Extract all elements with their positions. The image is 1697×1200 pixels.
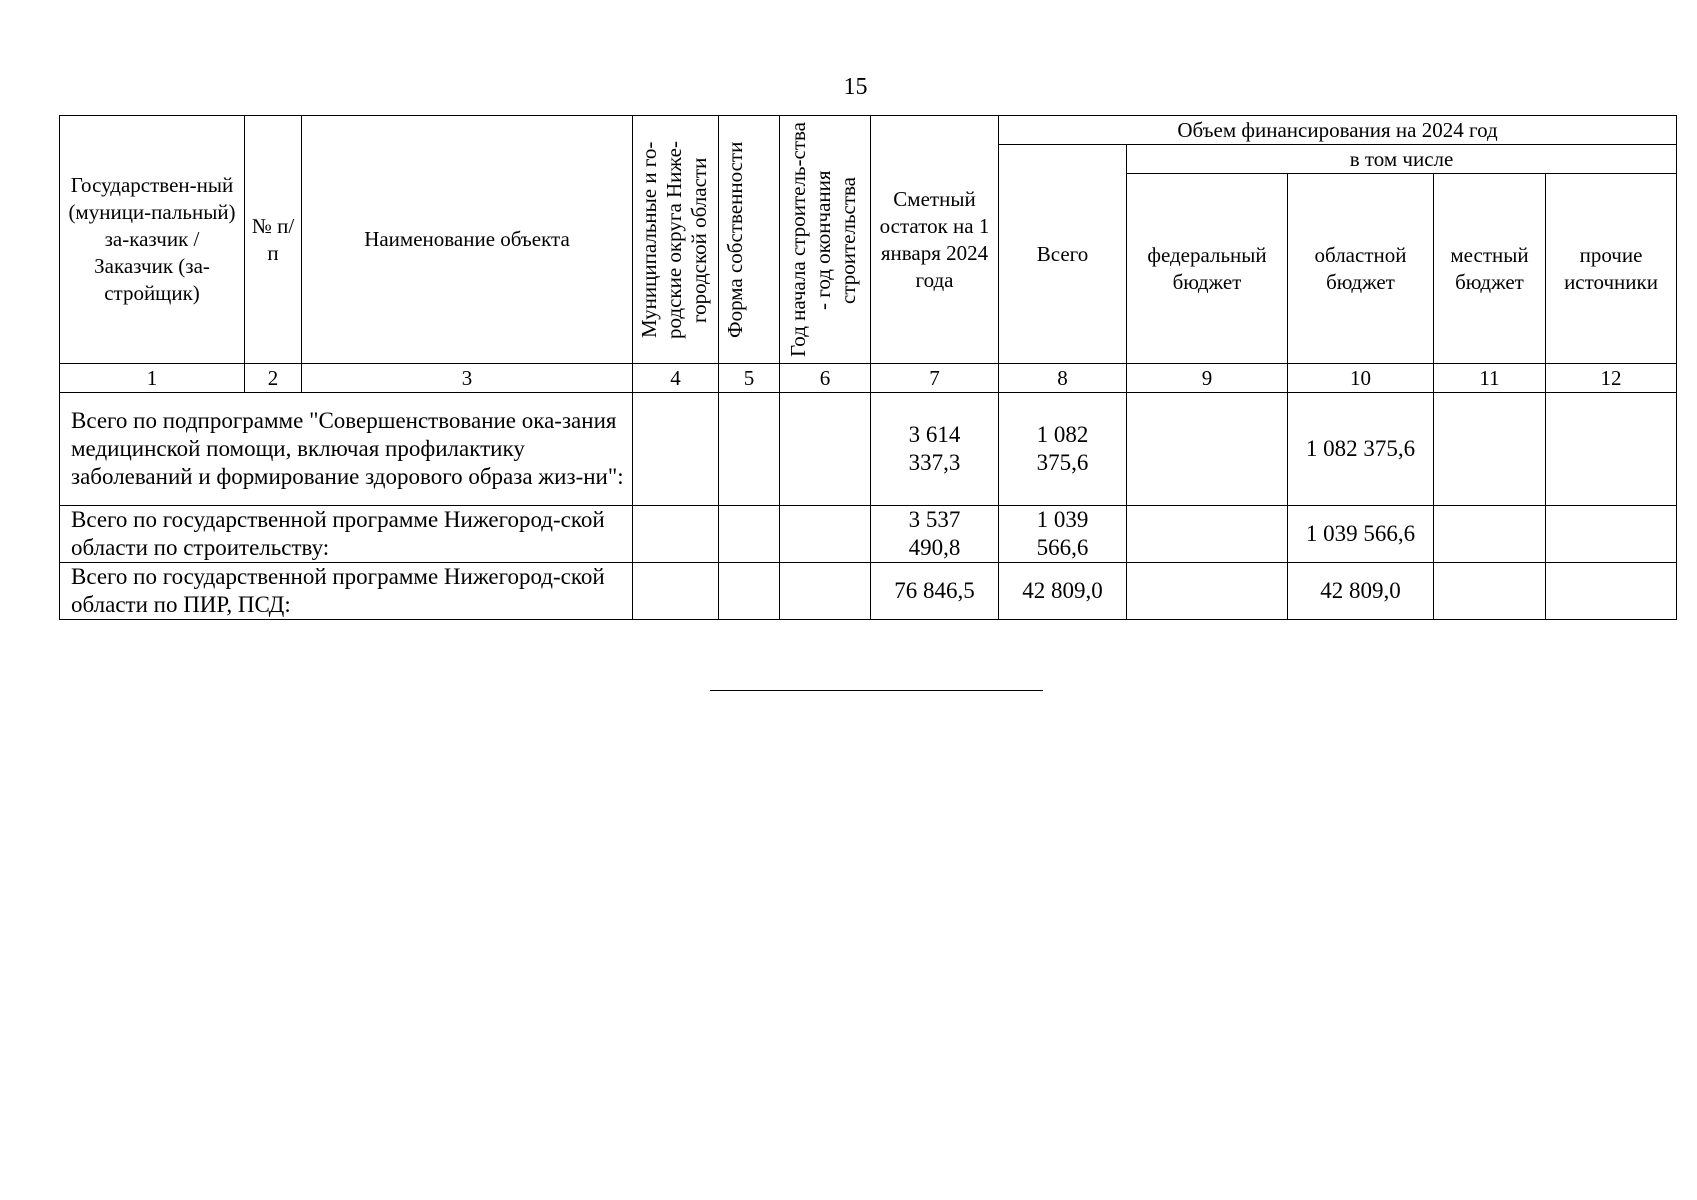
table-row [60, 506, 1677, 563]
header-including: в том числе [1127, 145, 1677, 174]
row-label: Всего по подпрограмме "Совершенствование ока-зания медицинской помощи, включая профилактику заболеваний и формирование здорового образа жиз-ни": [60, 393, 633, 506]
closing-rule [710, 690, 1043, 691]
local-cell [1434, 506, 1546, 563]
column-number: 11 [1434, 364, 1546, 393]
row-label: Всего по государственной программе Нижегород-ской области по ПИР, ПСД: [60, 563, 633, 620]
total-value: 1 082 375,6 [1036, 422, 1089, 475]
local-cell [1434, 393, 1546, 506]
total-cell [999, 393, 1127, 506]
other-cell [1546, 563, 1677, 620]
column-number: 10 [1288, 364, 1434, 393]
estimate-value: 3 614 337,3 [908, 422, 961, 475]
funding-table [59, 115, 1677, 620]
header-ownership-text: Форма собственности [723, 141, 747, 338]
row-label: Всего по государственной программе Нижегород-ской области по строительству: [60, 506, 633, 563]
ownership-cell [719, 506, 780, 563]
header-municipality-text: Муниципальные и го-родские округа Ниже-городской области [636, 140, 711, 339]
other-cell [1546, 506, 1677, 563]
table-row [60, 393, 1677, 506]
years-cell [780, 393, 871, 506]
years-cell [780, 563, 871, 620]
municipality-cell [633, 506, 719, 563]
local-cell [1434, 563, 1546, 620]
federal-cell [1127, 393, 1288, 506]
column-number: 5 [719, 364, 780, 393]
estimate-cell [871, 393, 999, 506]
header-item-no: № п/п [245, 116, 302, 364]
column-number-row [60, 364, 1677, 393]
header-years [780, 116, 871, 364]
regional-cell: 1 039 566,6 [1288, 506, 1434, 563]
column-number: 8 [999, 364, 1127, 393]
page-number: 15 [843, 74, 868, 100]
municipality-cell [633, 393, 719, 506]
regional-cell: 1 082 375,6 [1288, 393, 1434, 506]
header-total: Всего [999, 145, 1127, 364]
column-number: 9 [1127, 364, 1288, 393]
ownership-cell [719, 563, 780, 620]
table-row [60, 563, 1677, 620]
years-cell [780, 506, 871, 563]
federal-cell [1127, 563, 1288, 620]
other-cell [1546, 393, 1677, 506]
estimate-cell: 76 846,5 [871, 563, 999, 620]
column-number: 2 [245, 364, 302, 393]
column-number: 1 [60, 364, 245, 393]
regional-cell: 42 809,0 [1288, 563, 1434, 620]
total-cell [999, 506, 1127, 563]
estimate-cell [871, 506, 999, 563]
ownership-cell [719, 393, 780, 506]
header-funding-group: Объем финансирования на 2024 год [999, 116, 1677, 145]
header-estimate-remainder: Сметный остаток на 1 января 2024 года [871, 116, 999, 364]
estimate-value: 3 537 490,8 [908, 507, 961, 560]
column-number: 6 [780, 364, 871, 393]
column-number: 12 [1546, 364, 1677, 393]
header-object-name: Наименование объекта [302, 116, 633, 364]
header-ownership [719, 116, 780, 364]
column-number: 4 [633, 364, 719, 393]
column-number: 3 [302, 364, 633, 393]
total-cell: 42 809,0 [999, 563, 1127, 620]
header-customer: Государствен-ный (муници-пальный) за-казчик / Заказчик (за-стройщик) [60, 116, 245, 364]
header-other: прочие источники [1546, 174, 1677, 364]
header-years-text: Год начала строитель-ства - год окончания строительства [786, 122, 860, 357]
header-municipality [633, 116, 719, 364]
federal-cell [1127, 506, 1288, 563]
column-number: 7 [871, 364, 999, 393]
header-federal: федеральный бюджет [1127, 174, 1288, 364]
header-regional: областной бюджет [1288, 174, 1434, 364]
header-local: местный бюджет [1434, 174, 1546, 364]
total-value: 1 039 566,6 [1036, 507, 1089, 560]
municipality-cell [633, 563, 719, 620]
